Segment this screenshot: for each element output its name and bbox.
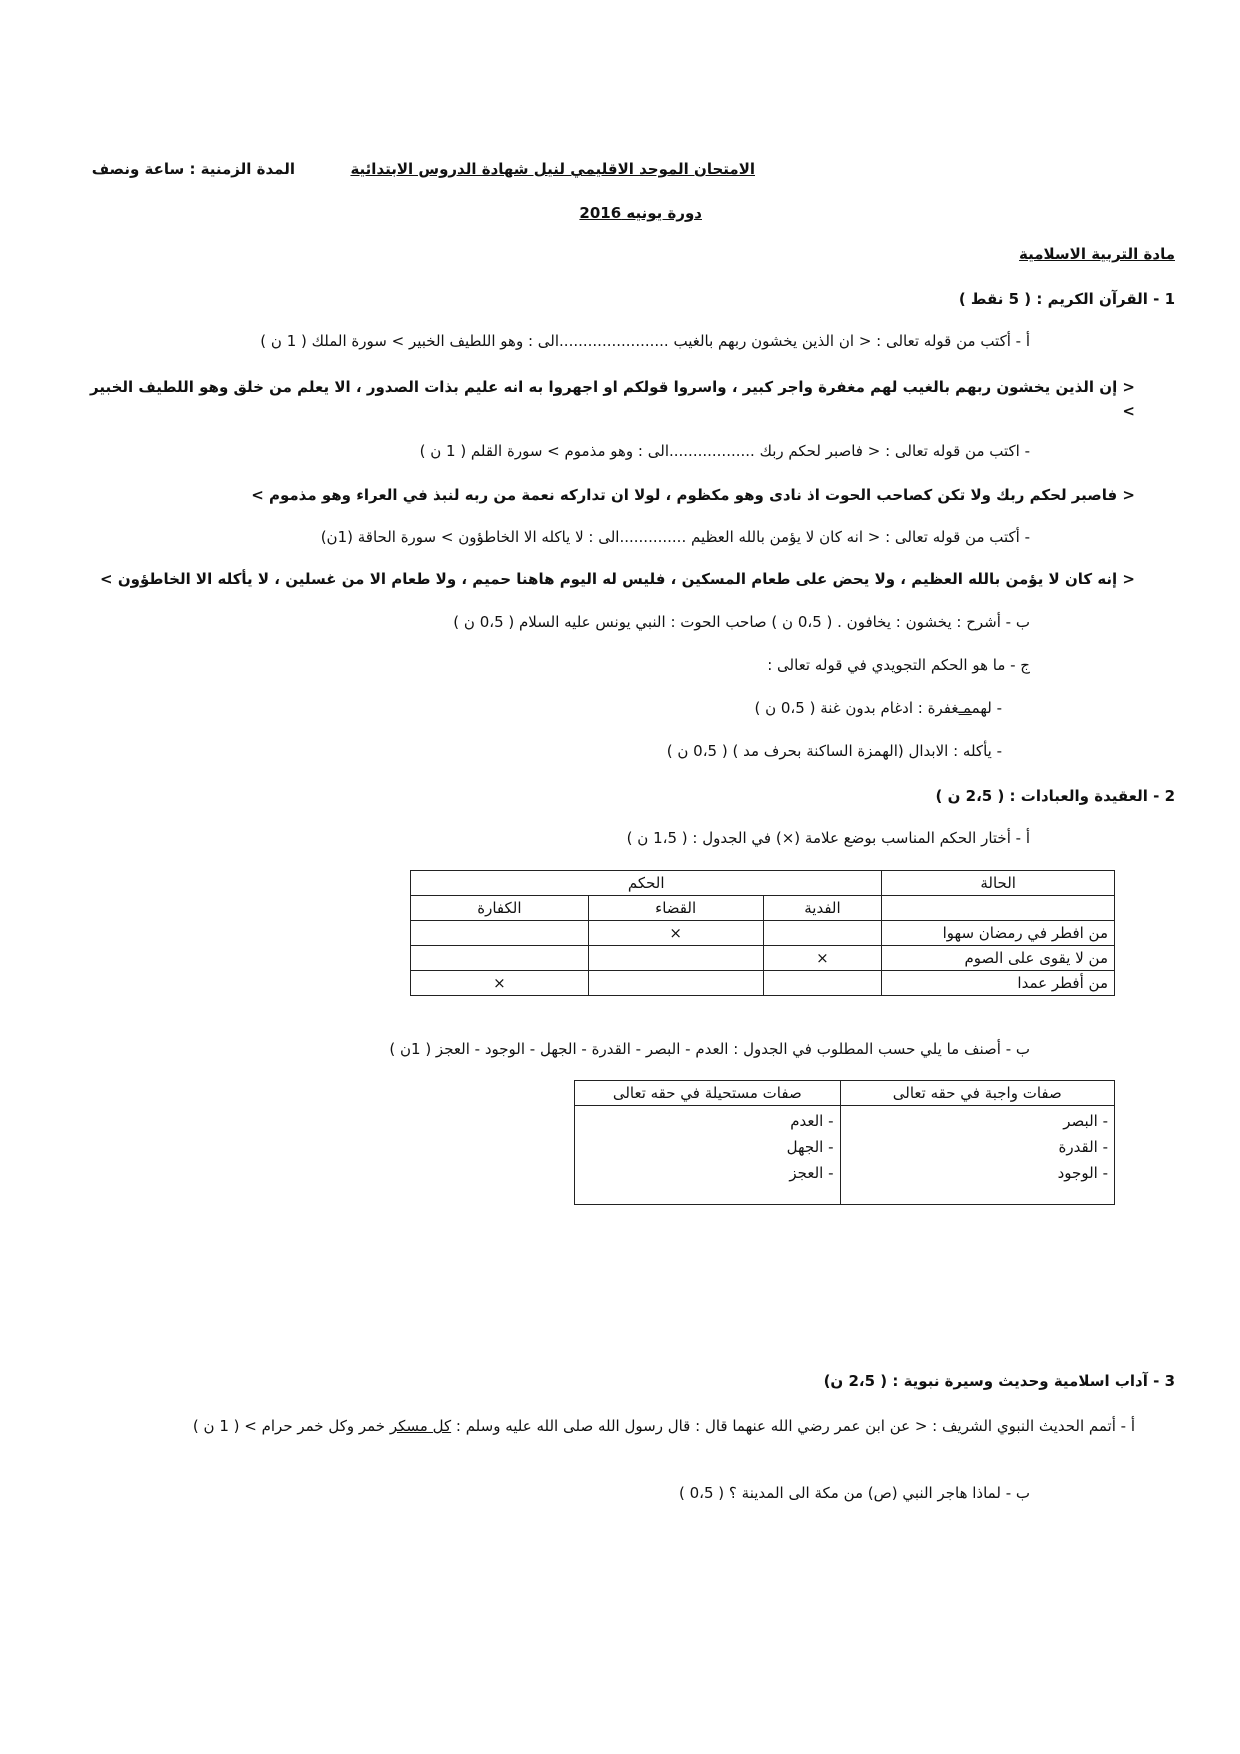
q1b-explain: ب - أشرح : يخشون : يخافون . ( 0،5 ن ) صاحب الحوت : النبي يونس عليه السلام ( 0،5 ن ) — [453, 613, 1030, 631]
rulings-case: من لا يقوى على الصوم — [882, 946, 1115, 971]
attributes-table — [574, 1080, 1115, 1205]
q1c-prompt: ج - ما هو الحكم التجويدي في قوله تعالى : — [767, 656, 1030, 674]
q1a3-prompt: - أكتب من قوله تعالى : < انه كان لا يؤمن بالله العظيم ..............الى : لا ياكله الا الخاطؤون > سورة الحاقة (1ن) — [320, 528, 1030, 546]
q1c-item-2: - يأكله : الابدال (الهمزة الساكنة بحرف مد ) ( 0،5 ن ) — [666, 742, 1002, 760]
q1a2-answer: < فاصبر لحكم ربك ولا تكن كصاحب الحوت اذ نادى وهو مكظوم ، لولا ان تداركه نعمة من ربه لنبذ في العراء وهو مذموم > — [251, 486, 1135, 504]
list-item: - العجز — [789, 1164, 834, 1182]
rulings-mark-qada — [588, 946, 763, 971]
rulings-head-case: الحالة — [882, 871, 1115, 896]
q3b-prompt: ب - لماذا هاجر النبي (ص) من مكة الى المدينة ؟ ( 0،5 ) — [678, 1484, 1030, 1502]
list-item: - القدرة — [1058, 1138, 1108, 1156]
rulings-head-fidya: الفدية — [763, 896, 882, 921]
table-row — [411, 946, 1115, 971]
section1-title: 1 - القرآن الكريم : ( 5 نقط ) — [958, 290, 1175, 308]
rulings-mark-fidya — [763, 921, 882, 946]
attributes-head-required: صفات واجبة في حقه تعالى — [840, 1081, 1114, 1106]
q2b-prompt: ب - أصنف ما يلي حسب المطلوب في الجدول : العدم - البصر - القدرة - الجهل - الوجود - العجز ( 1ن ) — [389, 1040, 1030, 1058]
attributes-head-impossible: صفات مستحيلة في حقه تعالى — [575, 1081, 841, 1106]
attributes-impossible-cell — [575, 1106, 841, 1205]
rulings-case: من افطر في رمضان سهوا — [882, 921, 1115, 946]
q2a-prompt: أ - أختار الحكم المناسب بوضع علامة (×) في الجدول : ( 1،5 ن ) — [626, 829, 1030, 847]
exam-duration: المدة الزمنية : ساعة ونصف — [91, 160, 295, 178]
rulings-mark-fidya: × — [763, 946, 882, 971]
rulings-mark-fidya — [763, 971, 882, 996]
rulings-mark-qada: × — [588, 921, 763, 946]
table-row — [411, 971, 1115, 996]
list-item: - البصر — [1063, 1112, 1108, 1130]
q1a2-prompt: - اكتب من قوله تعالى : < فاصبر لحكم ربك ..................الى : وهو مذموم > سورة القلم ( 1 ن ) — [419, 442, 1030, 460]
table-row — [411, 921, 1115, 946]
rulings-head-qada: القضاء — [588, 896, 763, 921]
rulings-mark-kaffara — [411, 946, 589, 971]
list-item: - الجهل — [786, 1138, 834, 1156]
rulings-head-ruling: الحكم — [411, 871, 882, 896]
rulings-mark-kaffara: × — [411, 971, 589, 996]
q3a-prompt: أ - أتمم الحديث النبوي الشريف : < عن ابن عمر رضي الله عنهما قال : قال رسول الله صلى الله عليه وسلم : كل مسكر خمر وكل خمر حرام > ( 1 ن ) — [192, 1417, 1135, 1435]
rulings-table — [410, 870, 1115, 996]
attributes-required-cell — [840, 1106, 1114, 1205]
exam-title: الامتحان الموحد الاقليمي لنيل شهادة الدروس الابتدائية — [350, 160, 755, 178]
q1a-prompt: أ - أكتب من قوله تعالى : < ان الذين يخشون ربهم بالغيب .......................الى : وهو اللطيف الخبير > سورة الملك ( 1 ن ) — [260, 332, 1030, 350]
exam-session: دورة يونيه 2016 — [579, 204, 702, 222]
q1a-answer: < إن الذين يخشون ربهم بالغيب لهم مغفرة واجر كبير ، واسروا قولكم او اجهروا به انه عليم بذات الصدور ، الا يعلم من خلق وهو اللطيف الخبير > — [90, 378, 1135, 420]
rulings-case: من أفطر عمدا — [882, 971, 1115, 996]
section3-title: 3 - آداب اسلامية وحديث وسيرة نبوية : ( 2،5 ن) — [823, 1372, 1175, 1390]
rulings-mark-qada — [588, 971, 763, 996]
list-item: - الوجود — [1057, 1164, 1108, 1182]
subject-title: مادة التربية الاسلامية — [1019, 245, 1175, 263]
rulings-mark-kaffara — [411, 921, 589, 946]
q1a3-answer: < إنه كان لا يؤمن بالله العظيم ، ولا يحض على طعام المسكين ، فليس له اليوم هاهنا حميم ، ولا طعام الا من غسلين ، لا يأكله الا الخاطؤون > — [100, 570, 1135, 588]
rulings-head-kaffara: الكفارة — [411, 896, 589, 921]
section2-title: 2 - العقيدة والعبادات : ( 2،5 ن ) — [935, 787, 1175, 805]
q1c-item-1: - لهممـغفرة : ادغام بدون غنة ( 0،5 ن ) — [754, 699, 1002, 717]
list-item: - العدم — [790, 1112, 834, 1130]
